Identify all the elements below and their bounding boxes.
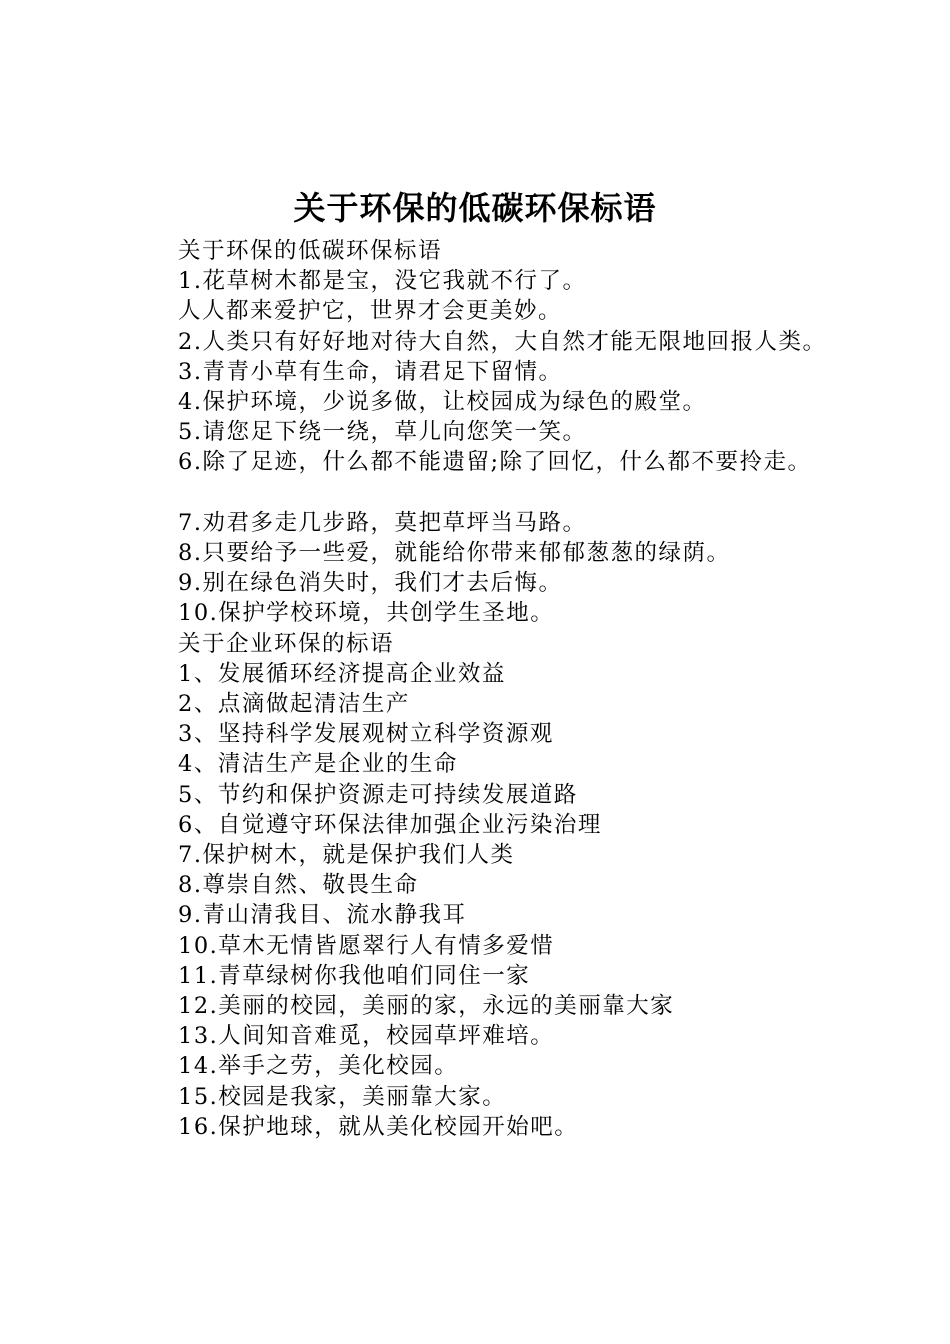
slogan-line: 9.别在绿色消失时，我们才去后悔。 — [178, 570, 563, 597]
slogan-line: 3、坚持科学发展观树立科学资源观 — [178, 721, 554, 748]
slogan-line: 1.花草树木都是宝，没它我就不行了。 — [178, 268, 587, 295]
slogan-line: 8.只要给予一些爱，就能给你带来郁郁葱葱的绿荫。 — [178, 540, 731, 567]
slogan-line: 2、点滴做起清洁生产 — [178, 691, 410, 718]
slogan-line: 10.保护学校环境，共创学生圣地。 — [178, 600, 555, 627]
slogan-line: 4.保护环境，少说多做，让校园成为绿色的殿堂。 — [178, 389, 707, 416]
slogan-line: 9.青山清我目、流水静我耳 — [178, 902, 467, 929]
slogan-line: 7.保护树木，就是保护我们人类 — [178, 842, 515, 869]
slogan-line: 2.人类只有好好地对待大自然，大自然才能无限地回报人类。 — [178, 328, 827, 355]
section-heading-enterprise: 关于企业环保的标语 — [178, 630, 395, 657]
document-title: 关于环保的低碳环保标语 — [293, 189, 657, 227]
blank-line — [130, 478, 850, 508]
slogan-line: 12.美丽的校园，美丽的家，永远的美丽靠大家 — [178, 993, 675, 1020]
slogan-line: 11.青草绿树你我他咱们同住一家 — [178, 962, 531, 989]
slogan-line: 16.保护地球，就从美化校园开始吧。 — [178, 1113, 579, 1140]
slogan-line: 13.人间知音难觅，校园草坪难培。 — [178, 1023, 555, 1050]
slogan-line: 6、自觉遵守环保法律加强企业污染治理 — [178, 811, 602, 838]
slogan-line: 15.校园是我家，美丽靠大家。 — [178, 1083, 507, 1110]
slogan-line: 10.草木无情皆愿翠行人有情多爱惜 — [178, 932, 555, 959]
slogan-line: 14.举手之劳，美化校园。 — [178, 1053, 459, 1080]
slogan-line: 6.除了足迹，什么都不能遗留;除了回忆，什么都不要拎走。 — [178, 449, 812, 476]
slogan-line: 1、发展循环经济提高企业效益 — [178, 660, 506, 687]
slogan-line: 7.劝君多走几步路，莫把草坪当马路。 — [178, 509, 587, 536]
slogan-line: 8.尊崇自然、敬畏生命 — [178, 872, 419, 899]
slogan-line: 5.请您足下绕一绕，草儿向您笑一笑。 — [178, 419, 587, 446]
slogan-line: 4、清洁生产是企业的生命 — [178, 751, 458, 778]
slogan-line: 3.青青小草有生命，请君足下留情。 — [178, 358, 563, 385]
slogan-line: 5、节约和保护资源走可持续发展道路 — [178, 781, 578, 808]
slogan-line: 人人都来爱护它，世界才会更美妙。 — [178, 298, 563, 325]
section-heading-low-carbon: 关于环保的低碳环保标语 — [178, 238, 443, 264]
document-body — [130, 236, 850, 1142]
